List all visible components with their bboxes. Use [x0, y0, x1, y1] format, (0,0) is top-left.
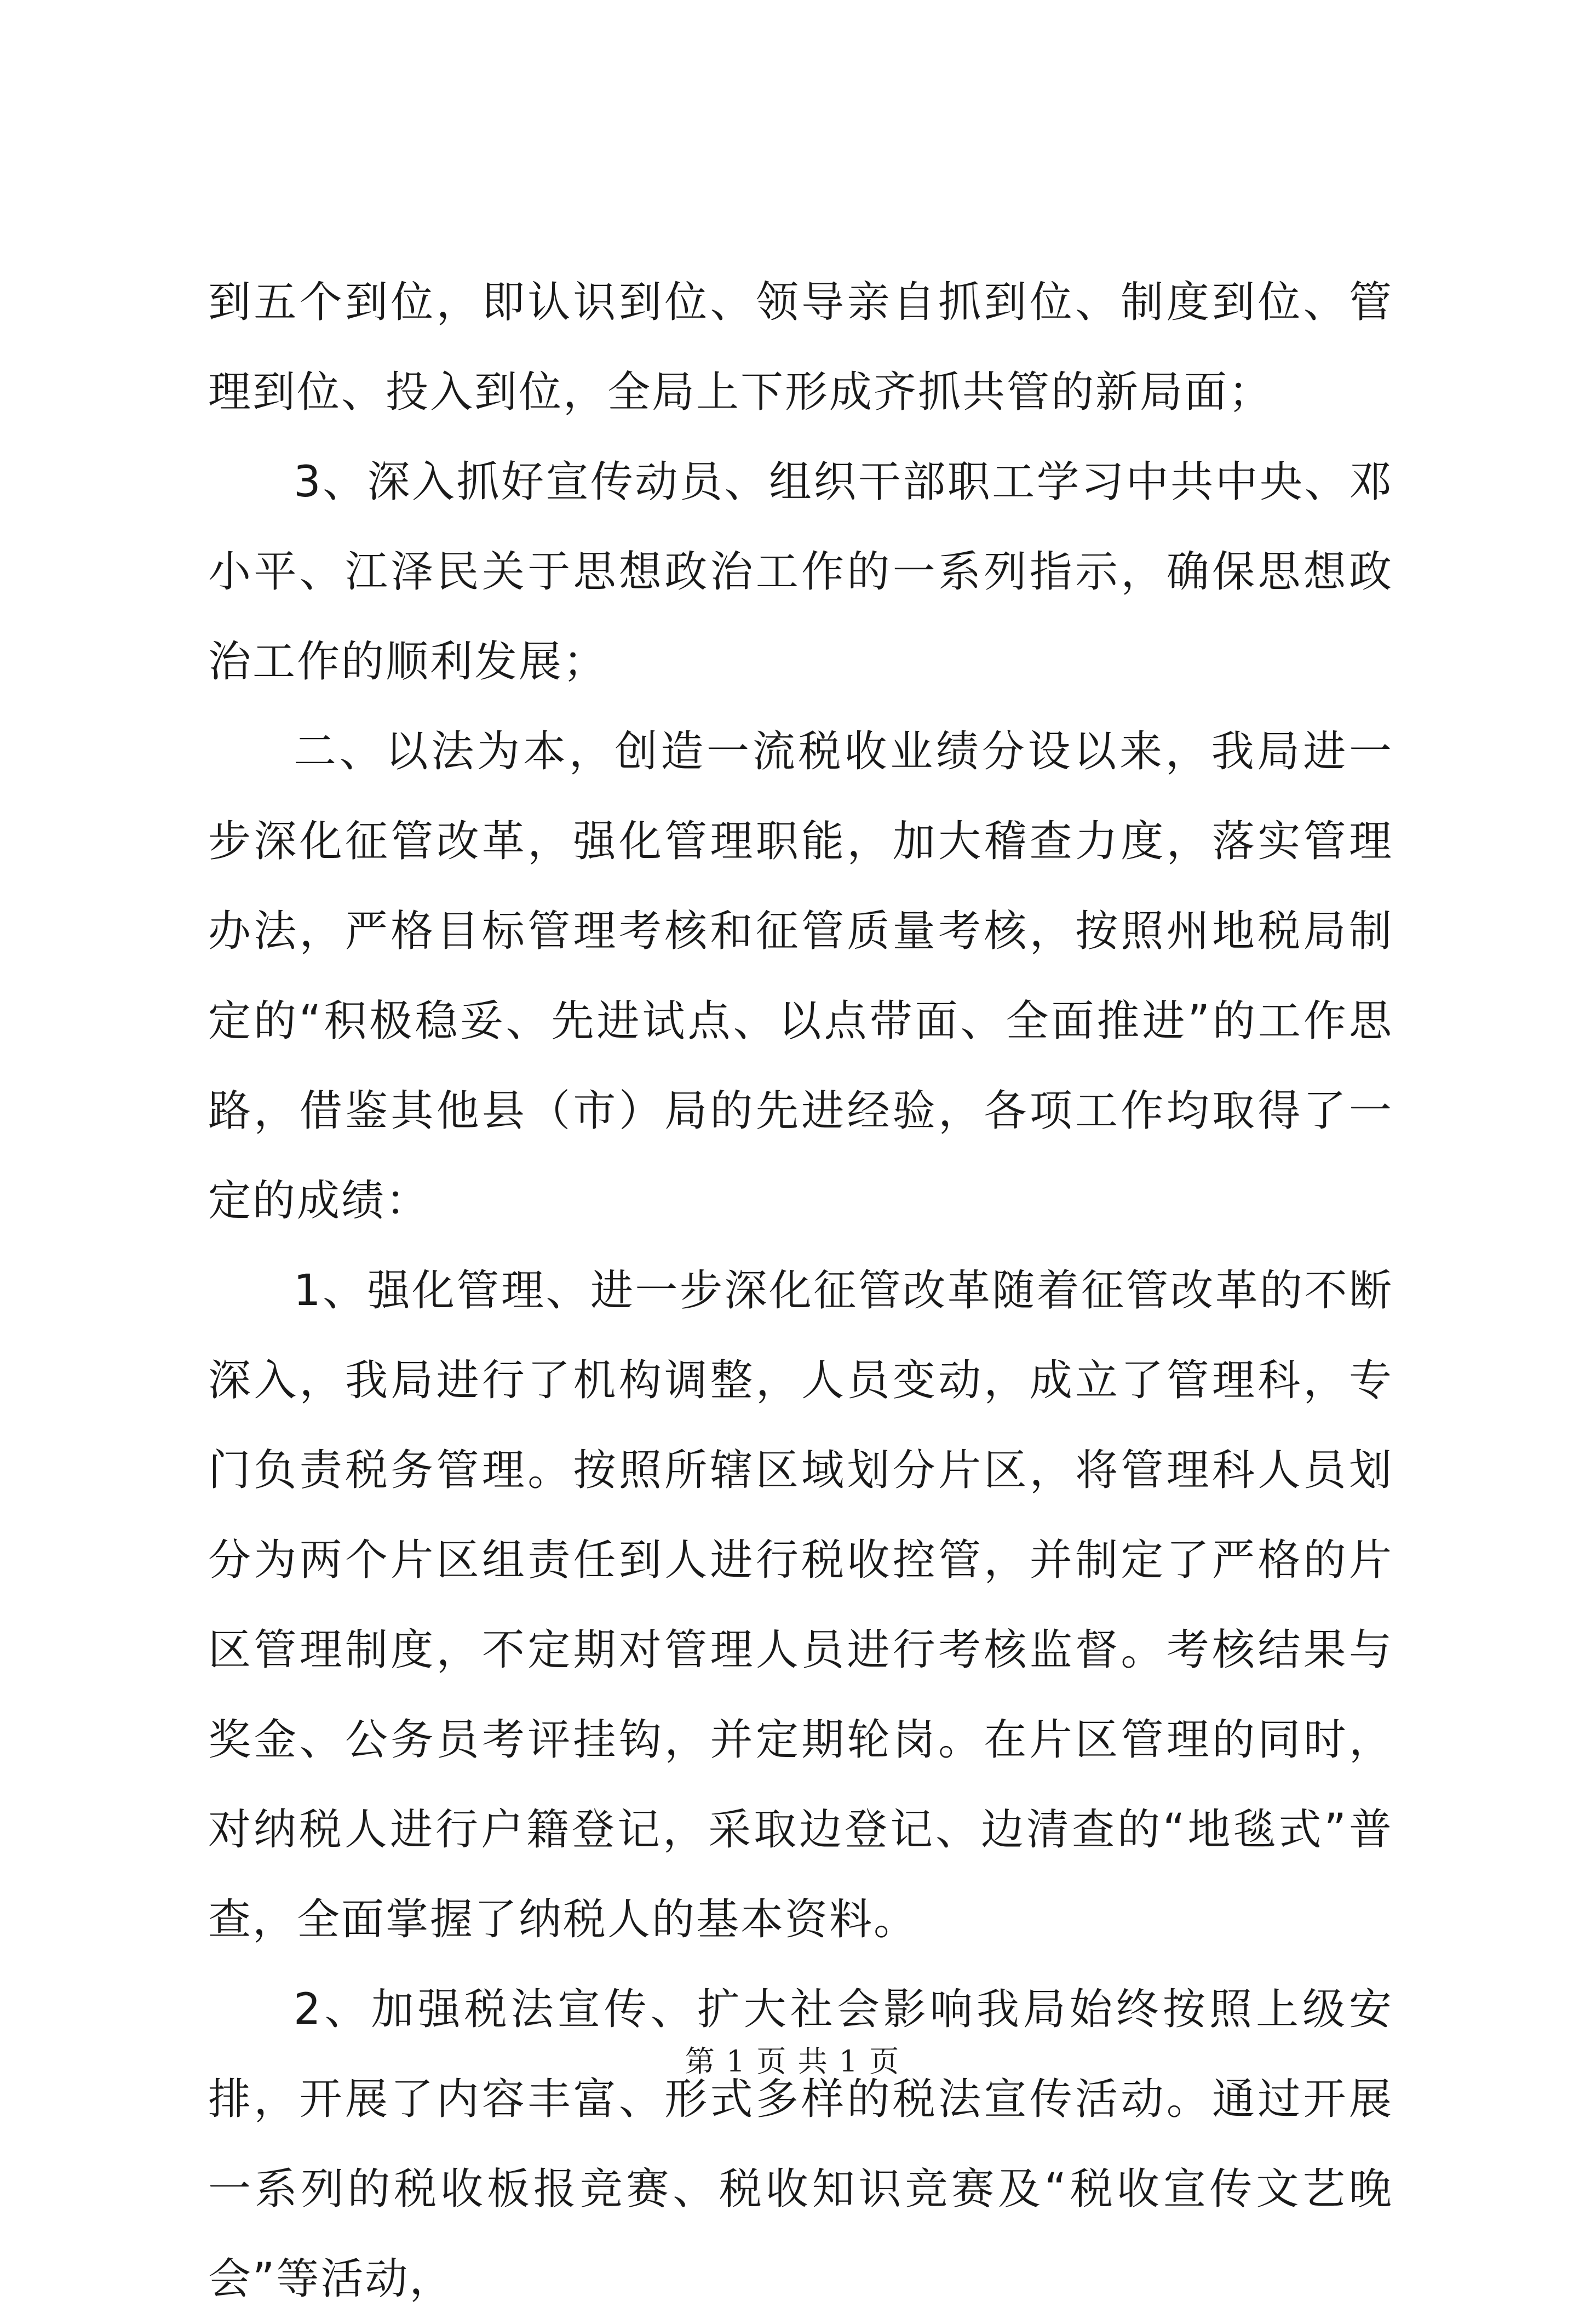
paragraph-5: 2、加强税法宣传、扩大社会影响我局始终按照上级安排，开展了内容丰富、形式多样的税法宣传活动。通过开展一系列的税收板报竞赛、税收知识竞赛及“税收宣传文艺晚会”等活动， — [208, 1985, 1393, 2304]
document-body — [208, 257, 1393, 2324]
paragraph-3: 二、以法为本，创造一流税收业绩分设以来，我局进一步深化征管改革，强化管理职能，加大稽查力度，落实管理办法，严格目标管理考核和征管质量考核，按照州地税局制定的“积极稳妥、先进试点、以点带面、全面推进”的工作思路，借鉴其他县（市）局的先进经验，各项工作均取得了一定的成绩： — [208, 727, 1393, 1226]
paragraph-1: 到五个到位，即认识到位、领导亲自抓到位、制度到位、管理到位、投入到位，全局上下形成齐抓共管的新局面； — [208, 278, 1393, 417]
paragraph-4: 1、强化管理、进一步深化征管改革随着征管改革的不断深入，我局进行了机构调整，人员变动，成立了管理科，专门负责税务管理。按照所辖区域划分片区，将管理科人员划分为两个片区组责任到人进行税收控管，并制定了严格的片区管理制度，不定期对管理人员进行考核监督。考核结果与奖金、公务员考评挂钩，并定期轮岗。在片区管理的同时，对纳税人进行户籍登记，采取边登记、边清查的“地毯式”普查，全面掌握了纳税人的基本资料。 — [208, 1266, 1393, 1944]
paragraph-2: 3、深入抓好宣传动员、组织干部职工学习中共中央、邓小平、江泽民关于思想政治工作的一系列指示，确保思想政治工作的顺利发展； — [208, 457, 1393, 686]
page-footer: 第 1 页 共 1 页 — [685, 2044, 900, 2079]
